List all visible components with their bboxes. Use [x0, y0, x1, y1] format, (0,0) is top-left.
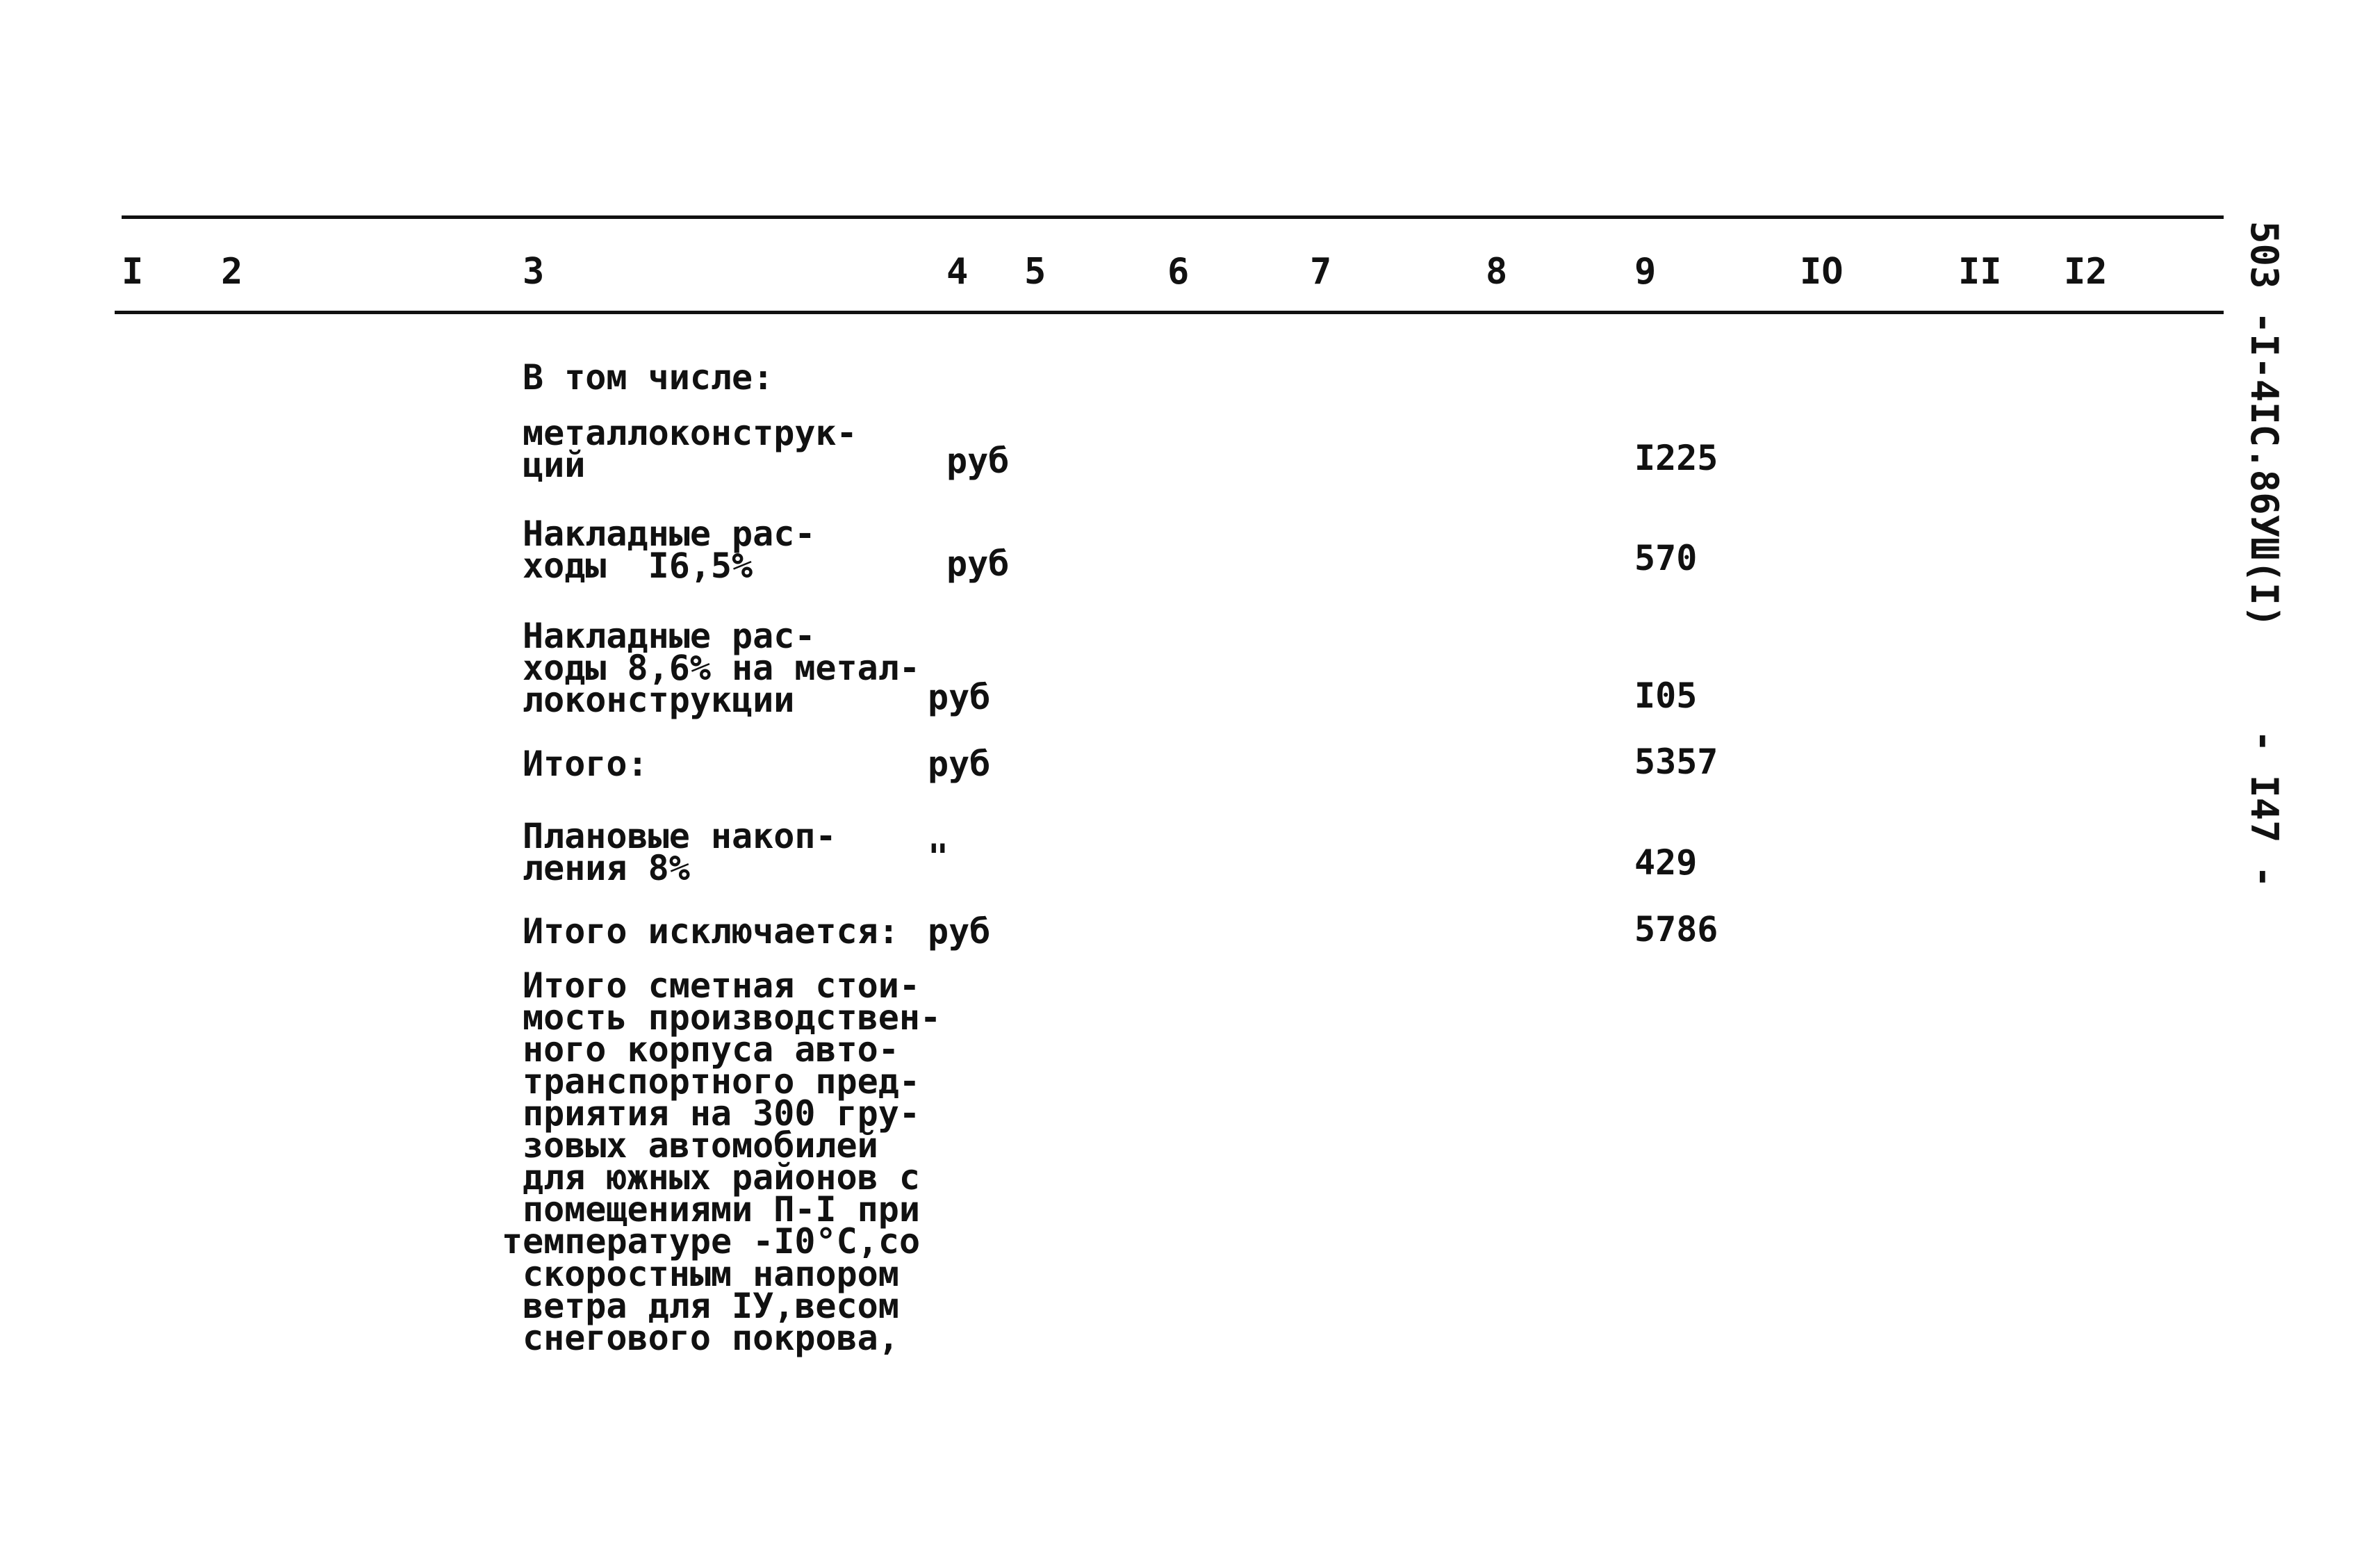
column-number-12: I2 — [2064, 251, 2108, 293]
row-unit: руб — [928, 677, 991, 717]
document-code: 503 -I-4IC.86УШ(I) — [2242, 221, 2286, 628]
column-number-1: I — [122, 251, 144, 293]
row-unit: " — [928, 837, 949, 877]
row-unit: руб — [946, 441, 1010, 481]
row-description: металлоконструк- ций — [523, 413, 857, 485]
page-number: - I47 - — [2242, 730, 2286, 888]
column-number-10: IO — [1800, 251, 1844, 293]
row-value: I05 — [1634, 676, 1698, 716]
column-number-3: 3 — [523, 251, 545, 293]
column-number-5: 5 — [1024, 251, 1047, 293]
row-value: 570 — [1634, 538, 1698, 578]
row-description: В том числе: — [523, 357, 774, 398]
row-description: Итого сметная стои- мость производствен- ного корпуса авто- транспортного пред- приятия на 300 гру- зовых автомобилей для южных районов с помещениями П-I при — [523, 965, 942, 1230]
row-unit: руб — [946, 544, 1010, 584]
row-description: Плановые накоп- ления 8% — [523, 816, 837, 888]
row-description: Накладные рас- ходы I6,5% — [523, 514, 816, 586]
row-unit: руб — [928, 744, 991, 784]
row-unit: руб — [928, 911, 991, 952]
column-number-9: 9 — [1634, 251, 1657, 293]
column-number-8: 8 — [1486, 251, 1508, 293]
row-description: температуре -I0°С,со — [502, 1221, 921, 1262]
row-description: скоростным напором ветра для IУ,весом снегового покрова, — [523, 1254, 899, 1358]
column-number-6: 6 — [1167, 251, 1190, 293]
row-value: 5357 — [1634, 742, 1718, 782]
row-value: 429 — [1634, 842, 1698, 883]
row-description: Итого исключается: — [523, 911, 899, 952]
row-description: Итого: — [523, 744, 648, 784]
column-number-11: II — [1958, 251, 2002, 293]
table-top-rule — [122, 215, 2224, 219]
row-value: I225 — [1634, 438, 1718, 478]
table-header-rule — [115, 311, 2224, 314]
row-description: Накладные рас- ходы 8,6% на метал- локонструкции — [523, 616, 920, 720]
row-value: 5786 — [1634, 909, 1718, 949]
column-number-7: 7 — [1310, 251, 1332, 293]
column-number-4: 4 — [946, 251, 969, 293]
column-number-2: 2 — [221, 251, 243, 293]
